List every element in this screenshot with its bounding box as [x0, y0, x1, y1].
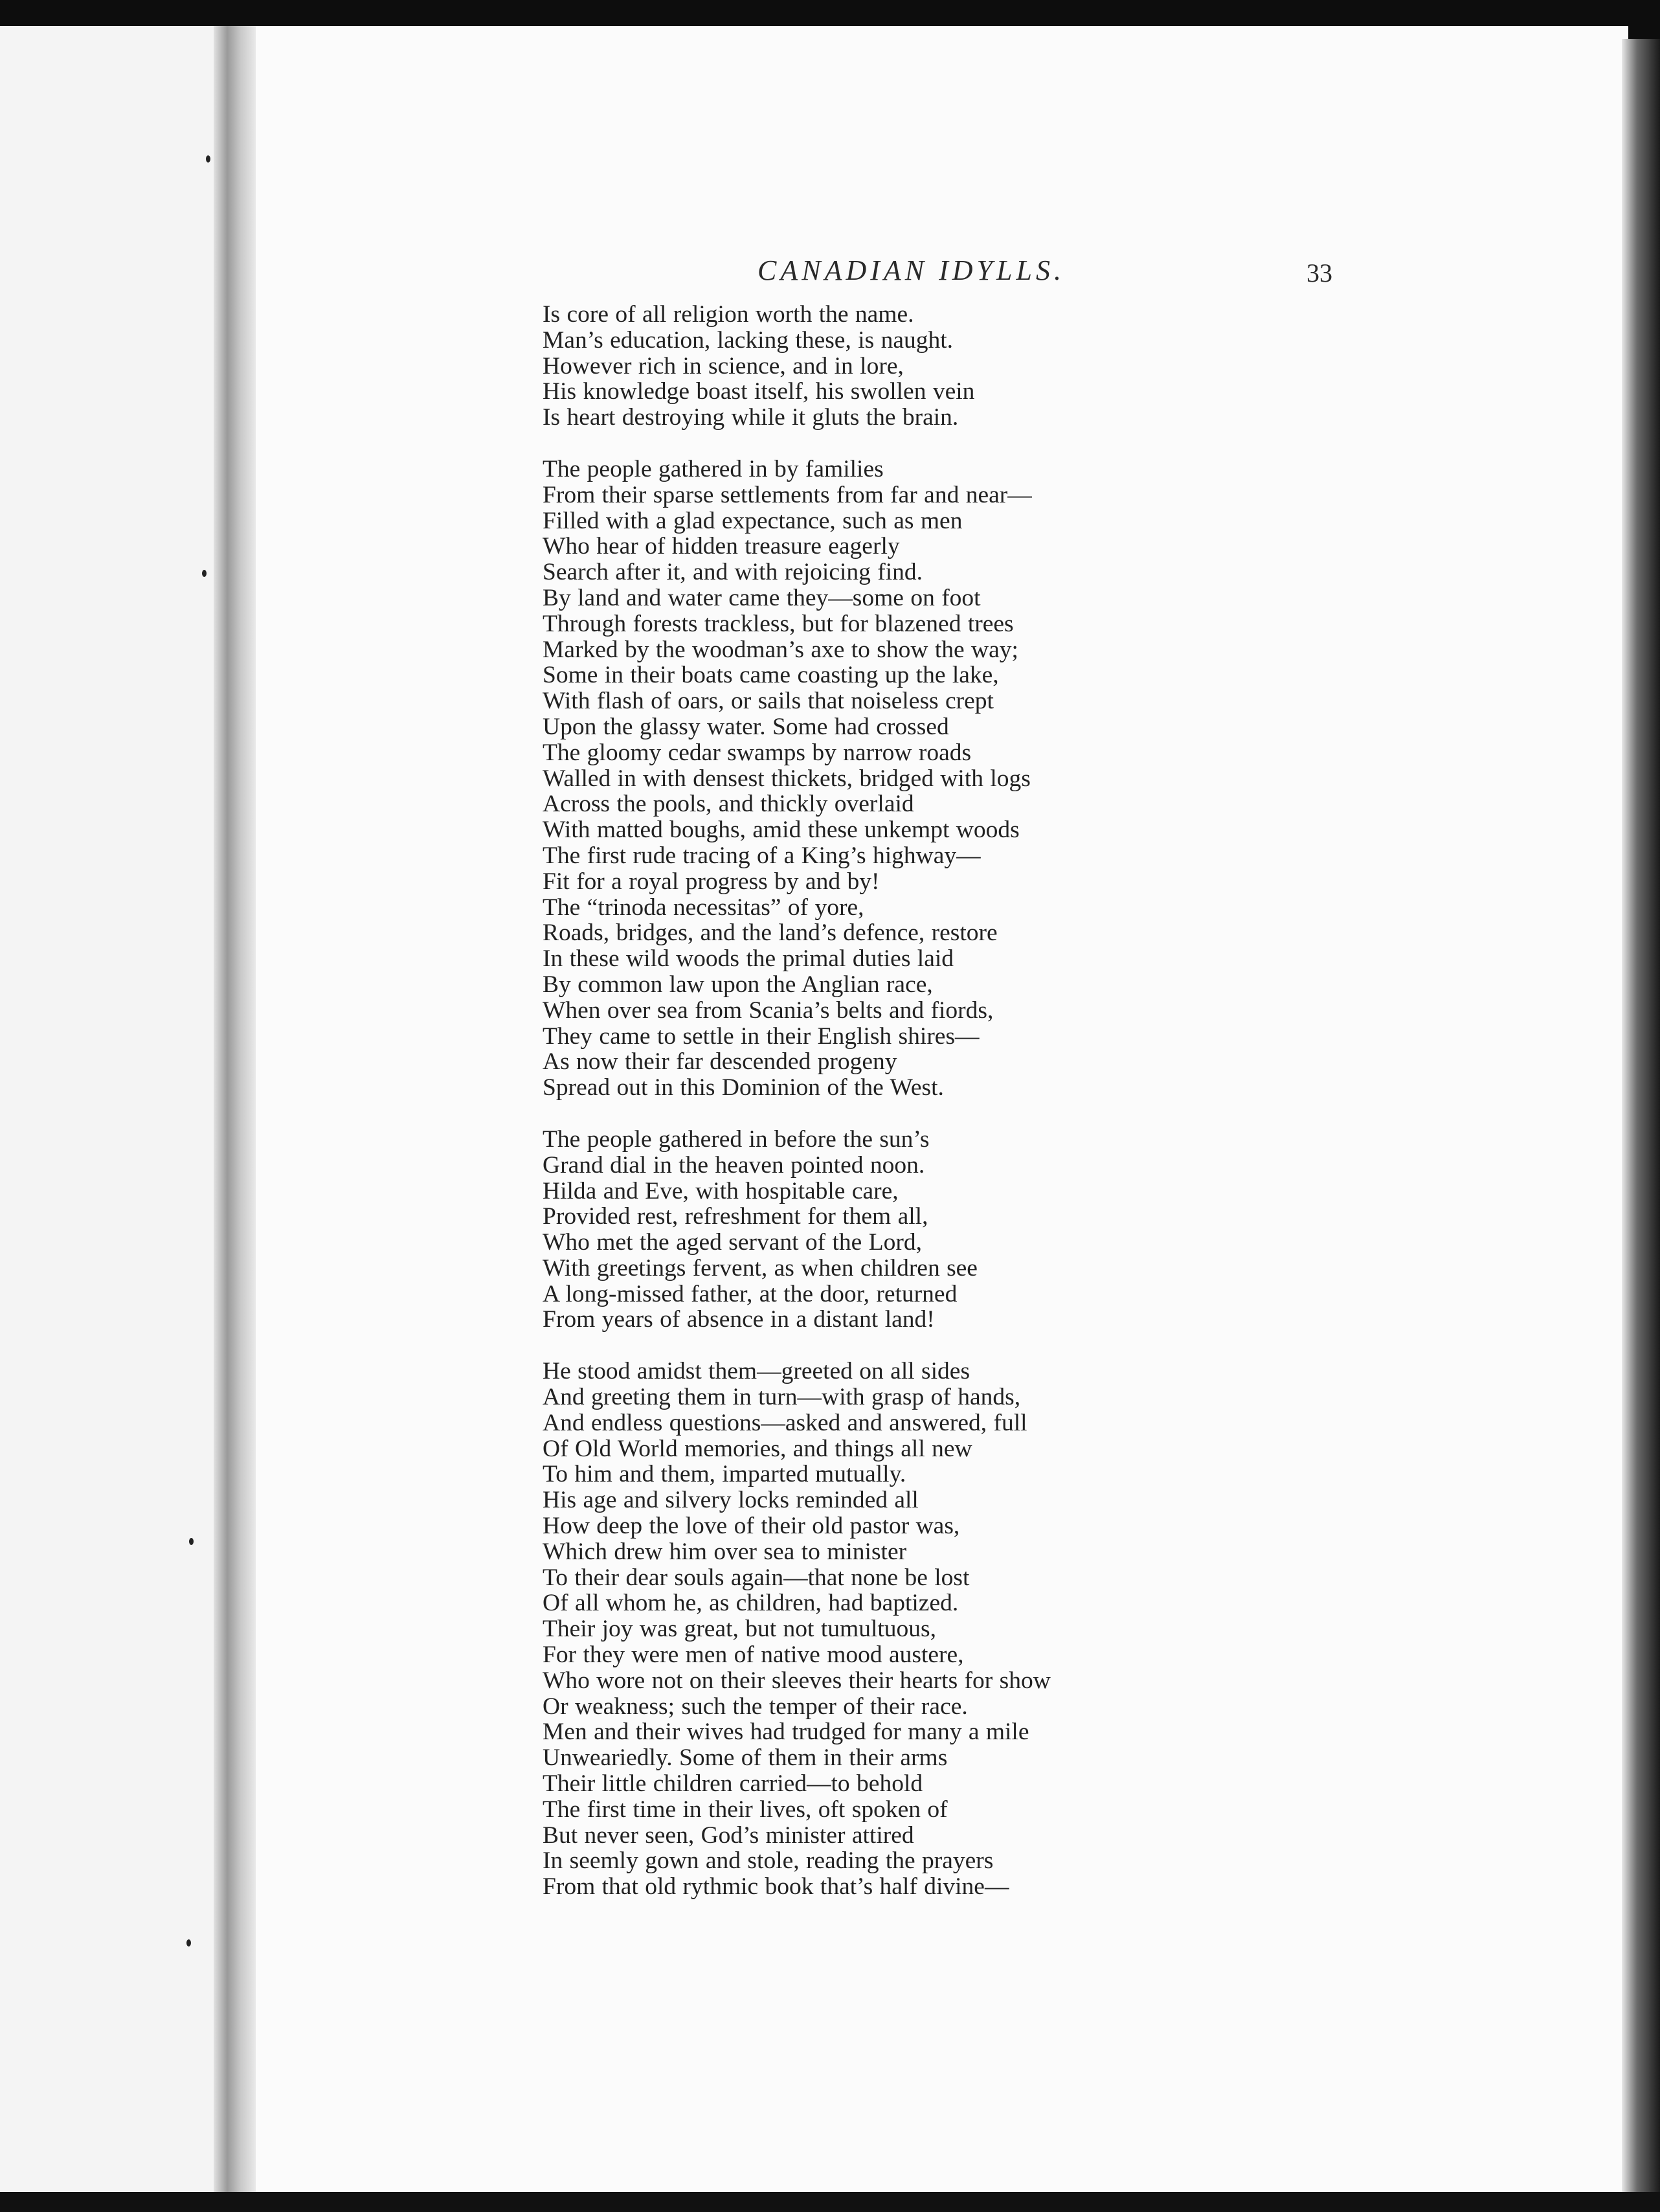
- poem-line: With matted boughs, amid these unkempt woods: [543, 817, 1020, 844]
- scan-bottom-border: [0, 2192, 1660, 2212]
- margin-mark: [202, 570, 207, 577]
- running-head: CANADIAN IDYLLS.: [757, 254, 1065, 286]
- poem-line: Which drew him over sea to minister: [543, 1538, 907, 1565]
- poem-line: Their joy was great, but not tumultuous,: [543, 1616, 936, 1643]
- poem-line: A long-missed father, at the door, returned: [543, 1280, 958, 1307]
- poem-line: When over sea from Scania’s belts and fiords,: [543, 997, 994, 1024]
- poem-line: Who met the aged servant of the Lord,: [543, 1229, 922, 1256]
- stanza: [543, 1127, 1449, 1333]
- poem-line: Who wore not on their sleeves their hearts for show: [543, 1667, 1051, 1694]
- poem-line: Man’s education, lacking these, is naught.: [543, 326, 954, 354]
- poem-line: His age and silvery locks reminded all: [543, 1487, 919, 1514]
- page-number: 33: [1307, 258, 1332, 288]
- poem-text: [543, 302, 1449, 1926]
- poem-line: In these wild woods the primal duties laid: [543, 945, 954, 973]
- poem-line: How deep the love of their old pastor was,: [543, 1513, 960, 1540]
- poem-line: The first rude tracing of a King’s highway—: [543, 842, 981, 869]
- poem-line: Across the pools, and thickly overlaid: [543, 791, 914, 818]
- book-gutter: [214, 26, 259, 2212]
- poem-line: For they were men of native mood austere,: [543, 1642, 964, 1669]
- poem-line: Filled with a glad expectance, such as men: [543, 507, 963, 534]
- stanza: [543, 457, 1449, 1101]
- poem-line: From their sparse settlements from far and near—: [543, 481, 1032, 508]
- poem-line: Walled in with densest thickets, bridged with logs: [543, 765, 1031, 792]
- margin-mark: [206, 155, 210, 163]
- poem-line: As now their far descended progeny: [543, 1048, 897, 1076]
- poem-line: He stood amidst them—greeted on all sides: [543, 1358, 970, 1385]
- poem-line: The gloomy cedar swamps by narrow roads: [543, 739, 972, 766]
- poem-line: With greetings fervent, as when children see: [543, 1254, 978, 1281]
- poem-line: Their little children carried—to behold: [543, 1770, 923, 1798]
- stanza: [543, 302, 1449, 431]
- poem-line: By land and water came they—some on foot: [543, 584, 981, 611]
- poem-line: Through forests trackless, but for blazened trees: [543, 610, 1014, 637]
- poem-line: Grand dial in the heaven pointed noon.: [543, 1151, 925, 1179]
- facing-page-edge: [0, 26, 227, 2212]
- poem-line: They came to settle in their English shires—: [543, 1022, 980, 1050]
- poem-line: Men and their wives had trudged for many a mile: [543, 1719, 1029, 1746]
- poem-line: And endless questions—asked and answered, full: [543, 1409, 1027, 1436]
- poem-line: Is core of all religion worth the name.: [543, 301, 914, 328]
- poem-line: Of Old World memories, and things all new: [543, 1435, 972, 1462]
- poem-line: By common law upon the Anglian race,: [543, 971, 933, 998]
- poem-line: Some in their boats came coasting up the lake,: [543, 662, 999, 689]
- poem-line: To him and them, imparted mutually.: [543, 1461, 906, 1488]
- margin-mark: [186, 1939, 191, 1947]
- poem-line: From years of absence in a distant land!: [543, 1306, 935, 1333]
- poem-line: And greeting them in turn—with grasp of hands,: [543, 1384, 1021, 1411]
- poem-line: In seemly gown and stole, reading the prayers: [543, 1847, 994, 1875]
- poem-line: The people gathered in by families: [543, 455, 884, 482]
- poem-line: Search after it, and with rejoicing find.: [543, 559, 923, 586]
- stanza: [543, 1359, 1449, 1900]
- poem-line: Of all whom he, as children, had baptized.: [543, 1590, 959, 1617]
- poem-line: Hilda and Eve, with hospitable care,: [543, 1177, 899, 1204]
- poem-line: To their dear souls again—that none be lost: [543, 1564, 970, 1591]
- poem-line: However rich in science, and in lore,: [543, 352, 904, 379]
- poem-line: From that old rythmic book that’s half divine—: [543, 1873, 1009, 1901]
- poem-line: Unweariedly. Some of them in their arms: [543, 1744, 948, 1772]
- poem-line: The first time in their lives, oft spoken of: [543, 1796, 948, 1823]
- poem-line: With flash of oars, or sails that noiseless crept: [543, 688, 994, 715]
- poem-line: Provided rest, refreshment for them all,: [543, 1203, 928, 1230]
- poem-line: Is heart destroying while it gluts the brain.: [543, 404, 959, 431]
- poem-line: His knowledge boast itself, his swollen vein: [543, 378, 975, 405]
- page-edge-shadow: [1622, 39, 1660, 2212]
- poem-line: Roads, bridges, and the land’s defence, restore: [543, 920, 998, 947]
- poem-line: The people gathered in before the sun’s: [543, 1125, 930, 1153]
- poem-line: Who hear of hidden treasure eagerly: [543, 533, 900, 560]
- poem-line: Upon the glassy water. Some had crossed: [543, 713, 949, 740]
- margin-mark: [189, 1538, 194, 1545]
- poem-line: Fit for a royal progress by and by!: [543, 868, 880, 895]
- poem-line: Spread out in this Dominion of the West.: [543, 1074, 944, 1101]
- poem-line: But never seen, God’s minister attired: [543, 1822, 914, 1849]
- poem-line: Or weakness; such the temper of their race.: [543, 1693, 968, 1720]
- poem-line: Marked by the woodman’s axe to show the way;: [543, 636, 1018, 663]
- poem-line: The “trinoda necessitas” of yore,: [543, 894, 864, 921]
